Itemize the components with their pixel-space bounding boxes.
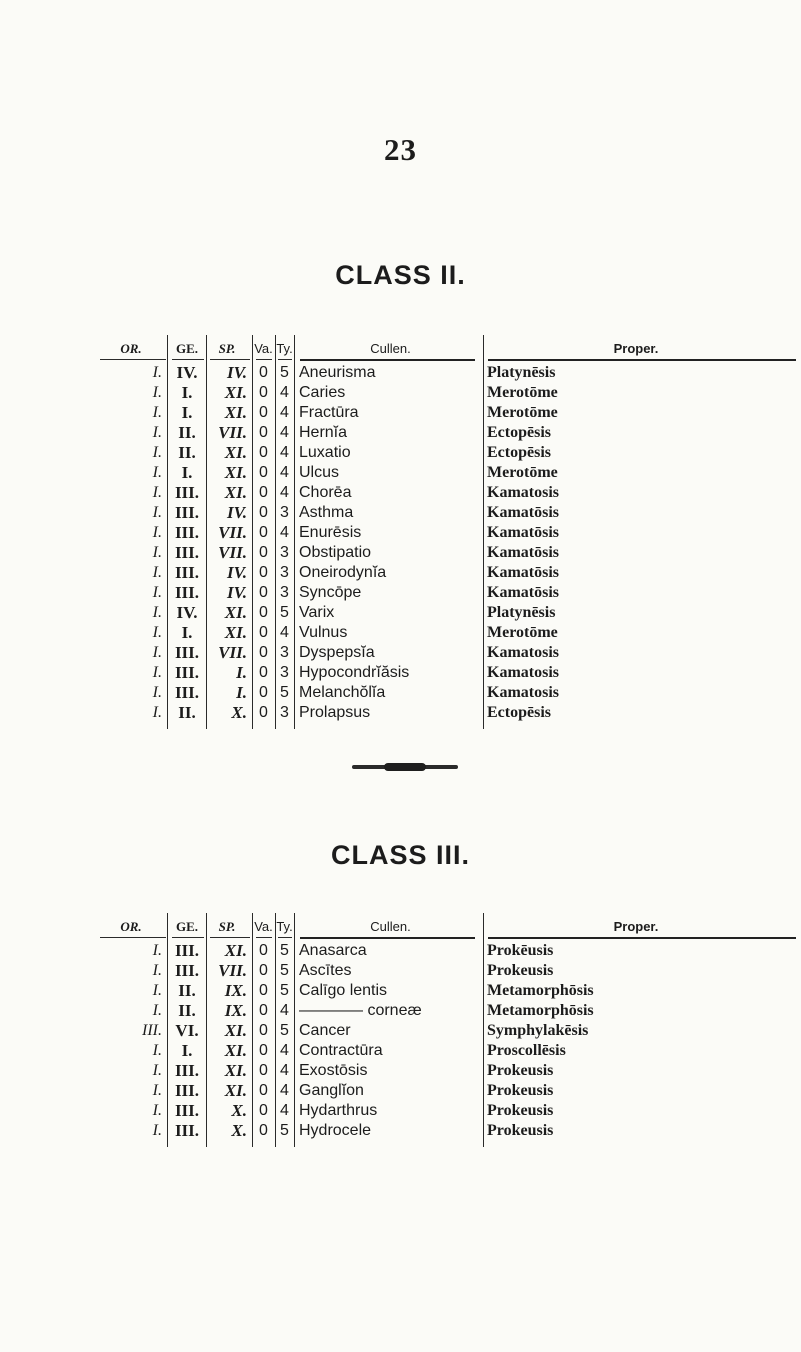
col-type-header: Ty. (276, 919, 293, 934)
col-species-cell: XI. (224, 1041, 247, 1060)
col-proper-cell: Merotōme (487, 464, 558, 481)
col-order-cell: I. (152, 1082, 162, 1099)
table-row (0, 383, 801, 403)
col-variety-cell: 0 (259, 962, 268, 979)
col-species-cell: X. (231, 703, 247, 722)
col-genus-cell: II. (178, 703, 196, 722)
col-variety-cell: 0 (259, 404, 268, 421)
col-type-cell: 4 (280, 484, 289, 501)
col-genus-cell: III. (174, 643, 200, 662)
col-species-cell: XI. (224, 1061, 247, 1080)
col-variety-header: Va. (254, 341, 273, 356)
col-cullen-cell: Enurēsis (299, 524, 362, 541)
col-type-header: Ty. (276, 341, 293, 356)
table-row (0, 1121, 801, 1141)
col-cullen-cell: Hypocondrĭăsis (299, 664, 410, 681)
table-row (0, 683, 801, 703)
table-row (0, 543, 801, 563)
column-divider (275, 913, 276, 1147)
table-row (0, 981, 801, 1001)
col-cullen-cell: Ulcus (299, 464, 340, 481)
col-cullen-cell: Luxatio (299, 444, 351, 461)
col-proper-cell: Prokeusis (487, 1082, 554, 1099)
col-variety-cell: 0 (259, 504, 268, 521)
col-proper-cell: Kamatōsis (487, 584, 559, 601)
col-order-cell: I. (152, 364, 162, 381)
col-variety-cell: 0 (259, 584, 268, 601)
col-order-cell: I. (152, 1042, 162, 1059)
col-proper-cell: Kamatosis (487, 684, 559, 701)
column-divider (206, 335, 207, 729)
col-order-cell: I. (152, 384, 162, 401)
col-species-cell: XI. (224, 1021, 247, 1040)
col-genus-cell: III. (174, 683, 200, 702)
class-3-title: CLASS III. (330, 840, 470, 870)
col-variety-cell: 0 (259, 1022, 268, 1039)
table-row (0, 483, 801, 503)
col-species-cell: XI. (224, 463, 247, 482)
col-order-cell: I. (152, 1122, 162, 1139)
col-proper-cell: Kamatōsis (487, 524, 559, 541)
col-variety-cell: 0 (259, 684, 268, 701)
table-row (0, 603, 801, 623)
col-type-cell: 3 (280, 664, 289, 681)
col-type-cell: 4 (280, 424, 289, 441)
col-order-cell: III. (142, 1022, 162, 1039)
header-rule (488, 359, 796, 361)
col-order-cell: I. (152, 424, 162, 441)
table-row (0, 1001, 801, 1021)
col-proper-cell: Ectopēsis (487, 424, 551, 441)
col-genus-cell: III. (174, 583, 200, 602)
col-proper-cell: Kamatōsis (487, 564, 559, 581)
col-proper-cell: Merotōme (487, 404, 558, 421)
header-rule (172, 359, 204, 360)
col-cullen-cell: Syncōpe (299, 584, 362, 601)
col-variety-cell: 0 (259, 364, 268, 381)
header-rule (256, 359, 272, 360)
col-order-cell: I. (152, 404, 162, 421)
col-cullen-cell: Vulnus (299, 624, 348, 641)
col-type-cell: 4 (280, 1082, 289, 1099)
col-variety-cell: 0 (259, 942, 268, 959)
col-genus-cell: III. (174, 663, 200, 682)
col-species-cell: VII. (218, 523, 247, 542)
table-row (0, 941, 801, 961)
col-species-header: SP. (218, 341, 236, 356)
table-row (0, 1061, 801, 1081)
col-genus-cell: I. (181, 623, 193, 642)
table-row (0, 583, 801, 603)
col-type-cell: 4 (280, 1102, 289, 1119)
header-rule (172, 937, 204, 938)
col-order-cell: I. (152, 684, 162, 701)
col-order-cell: I. (152, 504, 162, 521)
col-genus-cell: III. (174, 1061, 200, 1080)
col-type-cell: 4 (280, 1062, 289, 1079)
col-species-cell: XI. (224, 443, 247, 462)
col-cullen-cell: Asthma (299, 504, 354, 521)
col-variety-cell: 0 (259, 704, 268, 721)
col-type-cell: 4 (280, 464, 289, 481)
column-divider (252, 913, 253, 1147)
col-type-cell: 3 (280, 564, 289, 581)
header-rule (278, 359, 292, 360)
column-divider (294, 335, 295, 729)
col-type-cell: 5 (280, 1122, 289, 1139)
col-cullen-cell: Cancer (299, 1022, 351, 1039)
col-variety-cell: 0 (259, 1042, 268, 1059)
col-species-cell: XI. (224, 483, 247, 502)
header-rule (256, 937, 272, 938)
header-rule (210, 359, 250, 360)
col-proper-cell: Merotōme (487, 384, 558, 401)
col-genus-cell: III. (174, 961, 200, 980)
col-variety-cell: 0 (259, 1102, 268, 1119)
col-proper-cell: Platynēsis (487, 364, 556, 381)
col-genus-cell: III. (174, 1081, 200, 1100)
col-variety-cell: 0 (259, 444, 268, 461)
col-genus-cell: VI. (175, 1021, 199, 1040)
col-cullen-cell: Exostōsis (299, 1062, 368, 1079)
header-rule (278, 937, 292, 938)
col-type-cell: 3 (280, 504, 289, 521)
col-cullen-cell: Dyspepsĭa (299, 644, 375, 661)
col-type-cell: 5 (280, 364, 289, 381)
table-row (0, 961, 801, 981)
col-genus-cell: II. (178, 443, 196, 462)
col-species-cell: XI. (224, 941, 247, 960)
col-cullen-cell: Anasarca (299, 942, 367, 959)
col-cullen-cell: Chorēa (299, 484, 352, 501)
col-variety-cell: 0 (259, 564, 268, 581)
col-type-cell: 5 (280, 982, 289, 999)
col-species-cell: VII. (218, 543, 247, 562)
col-genus-cell: IV. (176, 603, 198, 622)
col-proper-cell: Kamatosis (487, 644, 559, 661)
column-divider (294, 913, 295, 1147)
column-divider (167, 335, 168, 729)
col-species-cell: IX. (224, 981, 247, 1000)
col-proper-cell: Kamatōsis (487, 504, 559, 521)
col-order-cell: I. (152, 524, 162, 541)
column-divider (483, 335, 484, 729)
col-variety-cell: 0 (259, 982, 268, 999)
col-cullen-cell: Obstipatio (299, 544, 372, 561)
col-proper-cell: Prokeusis (487, 1102, 554, 1119)
col-genus-header: GE. (175, 341, 199, 356)
header-rule (300, 937, 475, 939)
table-row (0, 463, 801, 483)
col-proper-cell: Symphylakēsis (487, 1022, 589, 1039)
col-species-cell: I. (236, 663, 247, 682)
col-order-cell: I. (152, 664, 162, 681)
col-cullen-cell: Ascītes (299, 962, 352, 979)
table-row (0, 1021, 801, 1041)
col-cullen-cell: Ganglĭon (299, 1082, 364, 1099)
col-order-cell: I. (152, 1102, 162, 1119)
header-rule (300, 359, 475, 361)
table-row (0, 363, 801, 383)
col-genus-cell: I. (181, 1041, 193, 1060)
col-genus-cell: III. (174, 543, 200, 562)
col-genus-cell: III. (174, 503, 200, 522)
col-proper-cell: Proscollēsis (487, 1042, 566, 1059)
col-order-cell: I. (152, 444, 162, 461)
col-genus-cell: III. (174, 483, 200, 502)
col-proper-cell: Merotōme (487, 624, 558, 641)
col-cullen-cell: Prolapsus (299, 704, 371, 721)
col-variety-cell: 0 (259, 424, 268, 441)
header-rule (100, 937, 166, 938)
col-proper-cell: Kamatosis (487, 664, 559, 681)
col-genus-cell: I. (181, 463, 193, 482)
col-variety-cell: 0 (259, 664, 268, 681)
col-species-cell: I. (236, 683, 247, 702)
table-row (0, 423, 801, 443)
col-species-cell: XI. (224, 623, 247, 642)
col-cullen-cell: Caries (299, 384, 346, 401)
col-type-cell: 4 (280, 444, 289, 461)
col-cullen-header: Cullen. (370, 919, 411, 934)
col-proper-cell: Ectopēsis (487, 704, 551, 721)
table-row (0, 1041, 801, 1061)
col-variety-cell: 0 (259, 1002, 268, 1019)
col-proper-cell: Prokeusis (487, 962, 554, 979)
table-row (0, 1081, 801, 1101)
col-cullen-cell: Hernĭa (299, 424, 348, 441)
col-order-cell: I. (152, 584, 162, 601)
col-cullen-cell: Hydrocele (299, 1122, 372, 1139)
col-genus-cell: IV. (176, 363, 198, 382)
col-order-cell: I. (152, 982, 162, 999)
col-cullen-cell: Varix (299, 604, 335, 621)
col-order-cell: I. (152, 604, 162, 621)
table-row (0, 443, 801, 463)
col-type-cell: 3 (280, 644, 289, 661)
col-genus-cell: III. (174, 1121, 200, 1140)
col-genus-cell: III. (174, 941, 200, 960)
col-proper-cell: Prokeusis (487, 1122, 554, 1139)
col-order-header: OR. (120, 919, 142, 934)
header-rule (100, 359, 166, 360)
col-type-cell: 5 (280, 604, 289, 621)
col-type-cell: 5 (280, 962, 289, 979)
column-divider (483, 913, 484, 1147)
col-type-cell: 3 (280, 544, 289, 561)
col-species-cell: XI. (224, 403, 247, 422)
col-genus-header: GE. (175, 919, 199, 934)
col-variety-cell: 0 (259, 464, 268, 481)
table-header (0, 327, 801, 363)
col-variety-cell: 0 (259, 484, 268, 501)
class-3-table (0, 905, 801, 1141)
col-proper-header: Proper. (613, 919, 659, 934)
col-type-cell: 4 (280, 524, 289, 541)
col-type-cell: 4 (280, 624, 289, 641)
column-divider (275, 335, 276, 729)
col-proper-cell: Kamatosis (487, 484, 559, 501)
col-variety-cell: 0 (259, 1122, 268, 1139)
col-species-header: SP. (218, 919, 236, 934)
col-species-cell: XI. (224, 603, 247, 622)
col-proper-header: Proper. (613, 341, 659, 356)
col-order-cell: I. (152, 942, 162, 959)
col-cullen-cell: Melanchŏlĭa (299, 684, 386, 701)
col-order-cell: I. (152, 644, 162, 661)
col-species-cell: IX. (224, 1001, 247, 1020)
page-number: 23 (384, 132, 417, 167)
header-rule (488, 937, 796, 939)
table-header (0, 905, 801, 941)
col-type-cell: 4 (280, 1002, 289, 1019)
col-variety-cell: 0 (259, 644, 268, 661)
col-order-header: OR. (120, 341, 142, 356)
col-order-cell: I. (152, 564, 162, 581)
col-genus-cell: I. (181, 403, 193, 422)
col-cullen-cell: Calīgo lentis (299, 982, 388, 999)
col-order-cell: I. (152, 704, 162, 721)
col-genus-cell: II. (178, 981, 196, 1000)
col-variety-cell: 0 (259, 384, 268, 401)
col-proper-cell: Prokeusis (487, 1062, 554, 1079)
col-cullen-cell: Fractūra (299, 404, 359, 421)
table-row (0, 523, 801, 543)
col-variety-cell: 0 (259, 1062, 268, 1079)
column-divider (167, 913, 168, 1147)
col-order-cell: I. (152, 464, 162, 481)
class-2-title: CLASS II. (335, 260, 466, 290)
table-row (0, 563, 801, 583)
col-genus-cell: II. (178, 423, 196, 442)
col-cullen-header: Cullen. (370, 341, 411, 356)
col-order-cell: I. (152, 624, 162, 641)
col-type-cell: 5 (280, 684, 289, 701)
col-order-cell: I. (152, 1062, 162, 1079)
table-row (0, 623, 801, 643)
col-species-cell: XI. (224, 1081, 247, 1100)
col-order-cell: I. (152, 962, 162, 979)
col-species-cell: X. (231, 1121, 247, 1140)
col-species-cell: IV. (226, 503, 247, 522)
class-2-table (0, 327, 801, 723)
table-row (0, 503, 801, 523)
table-row (0, 403, 801, 423)
col-variety-cell: 0 (259, 524, 268, 541)
column-divider (206, 913, 207, 1147)
col-type-cell: 4 (280, 1042, 289, 1059)
col-type-cell: 4 (280, 384, 289, 401)
col-cullen-cell: Hydarthrus (299, 1102, 378, 1119)
table-row (0, 703, 801, 723)
table-row (0, 1101, 801, 1121)
col-order-cell: I. (152, 1002, 162, 1019)
col-proper-cell: Prokēusis (487, 942, 554, 959)
col-variety-cell: 0 (259, 1082, 268, 1099)
col-genus-cell: III. (174, 523, 200, 542)
col-type-cell: 5 (280, 1022, 289, 1039)
col-species-cell: XI. (224, 383, 247, 402)
col-variety-header: Va. (254, 919, 273, 934)
col-genus-cell: III. (174, 1101, 200, 1120)
col-species-cell: IV. (226, 363, 247, 382)
col-cullen-cell: ———— corneæ (299, 1002, 422, 1019)
ornament-divider (352, 765, 458, 769)
col-species-cell: IV. (226, 583, 247, 602)
col-proper-cell: Platynēsis (487, 604, 556, 621)
col-proper-cell: Metamorphōsis (487, 982, 594, 999)
col-proper-cell: Kamatōsis (487, 544, 559, 561)
col-type-cell: 4 (280, 404, 289, 421)
table-row (0, 643, 801, 663)
col-species-cell: VII. (218, 961, 247, 980)
col-genus-cell: I. (181, 383, 193, 402)
col-proper-cell: Ectopēsis (487, 444, 551, 461)
col-cullen-cell: Oneirodynĭa (299, 564, 387, 581)
table-row (0, 663, 801, 683)
column-divider (252, 335, 253, 729)
col-genus-cell: III. (174, 563, 200, 582)
col-type-cell: 3 (280, 584, 289, 601)
col-order-cell: I. (152, 484, 162, 501)
col-type-cell: 5 (280, 942, 289, 959)
col-cullen-cell: Contractūra (299, 1042, 383, 1059)
col-variety-cell: 0 (259, 544, 268, 561)
col-variety-cell: 0 (259, 604, 268, 621)
col-species-cell: VII. (218, 643, 247, 662)
col-species-cell: X. (231, 1101, 247, 1120)
col-variety-cell: 0 (259, 624, 268, 641)
header-rule (210, 937, 250, 938)
col-cullen-cell: Aneurisma (299, 364, 376, 381)
col-order-cell: I. (152, 544, 162, 561)
col-genus-cell: II. (178, 1001, 196, 1020)
col-proper-cell: Metamorphōsis (487, 1002, 594, 1019)
col-species-cell: VII. (218, 423, 247, 442)
col-species-cell: IV. (226, 563, 247, 582)
col-type-cell: 3 (280, 704, 289, 721)
